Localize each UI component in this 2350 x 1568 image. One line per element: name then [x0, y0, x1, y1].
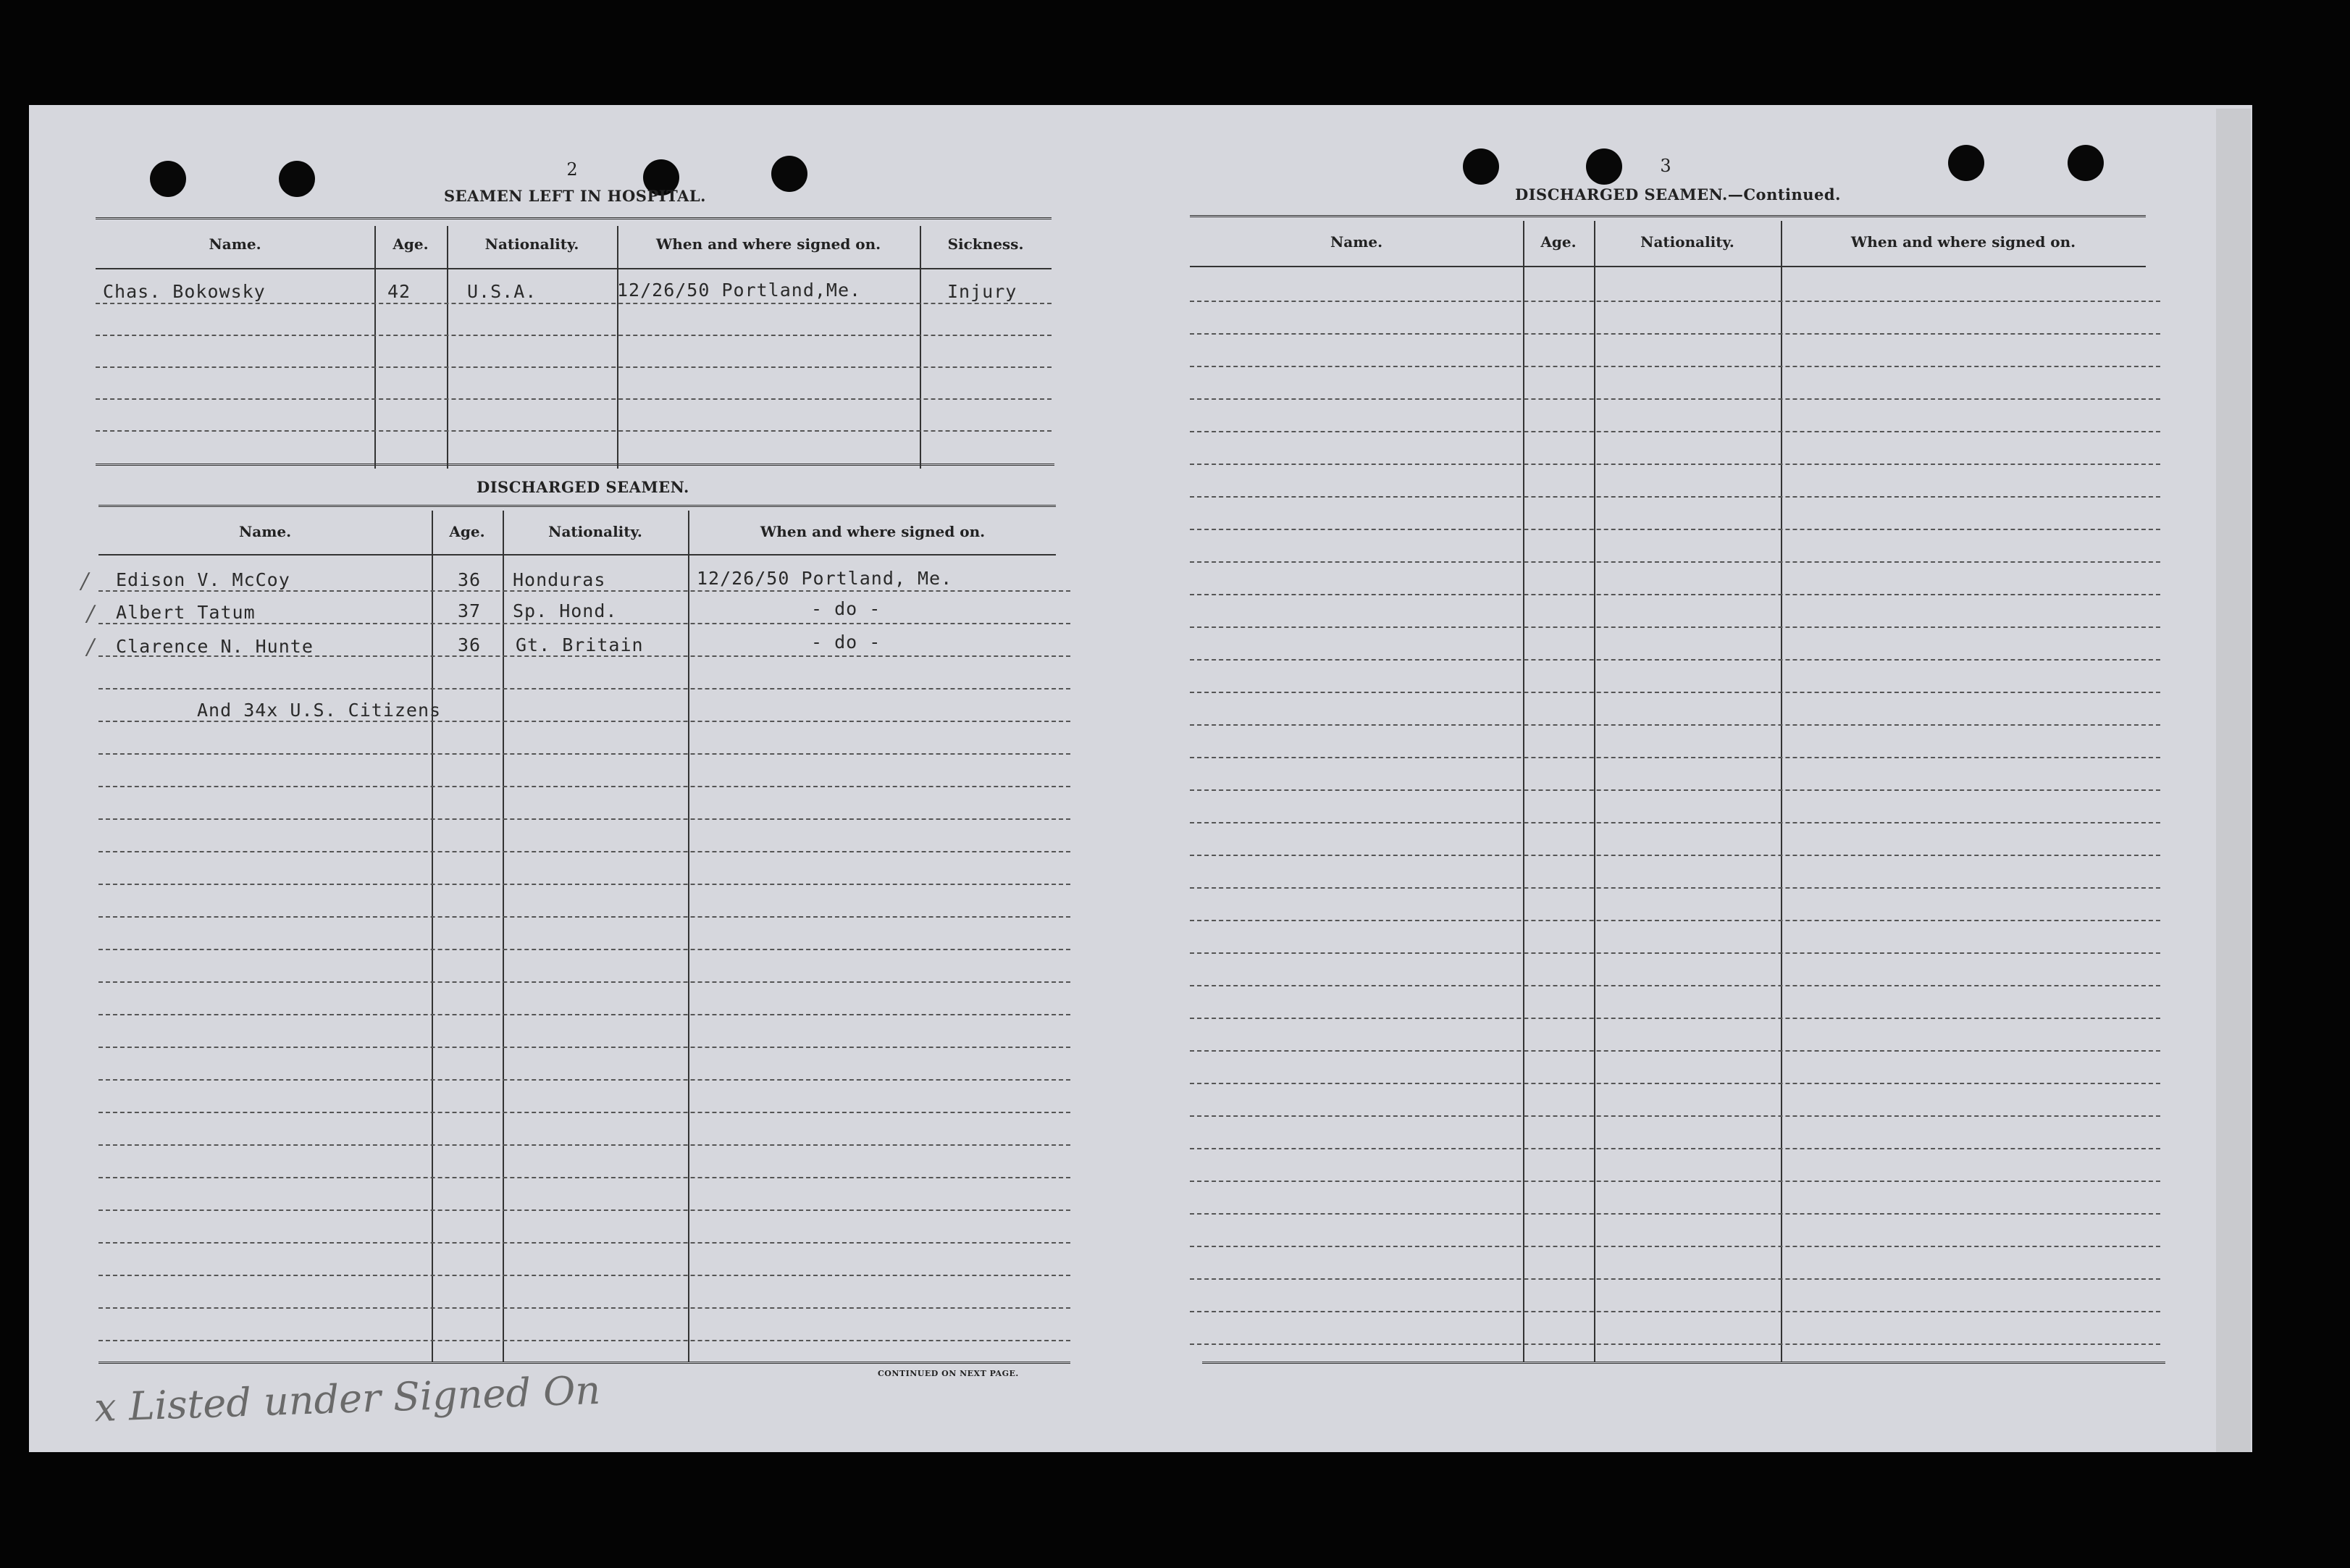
ruled-line — [1190, 1246, 2160, 1247]
ruled-line — [1190, 529, 2160, 530]
ruled-line — [1190, 920, 2160, 921]
ruled-line — [98, 949, 1070, 950]
ruled-line — [98, 1177, 1070, 1178]
cell-name: Albert Tatum — [116, 602, 256, 623]
col-header-name: Name. — [238, 523, 292, 540]
ruled-line — [98, 884, 1070, 885]
ruled-line — [1190, 1115, 2160, 1117]
ruled-line — [98, 818, 1070, 820]
ruled-line — [1190, 496, 2160, 498]
ruled-line — [1190, 366, 2160, 367]
col-header-nationality: Nationality. — [548, 523, 642, 540]
handwritten-note: x Listed under Signed On — [93, 1367, 602, 1431]
ruled-line — [98, 981, 1070, 983]
ruled-line — [96, 366, 1052, 368]
ruled-line — [98, 851, 1070, 852]
ruled-line — [98, 590, 1070, 592]
cell-age: 37 — [458, 600, 482, 621]
ruled-line — [1190, 594, 2160, 595]
punch-hole — [771, 156, 807, 192]
ruled-line — [1190, 301, 2160, 302]
header-rule — [1190, 266, 2146, 267]
punch-hole — [1948, 145, 1984, 181]
col-header-age: Age. — [393, 235, 429, 253]
hospital-section-title: SEAMEN LEFT IN HOSPITAL. — [444, 187, 706, 205]
ruled-line — [1190, 398, 2160, 400]
column-divider — [503, 511, 504, 1362]
cell-sickness: Injury — [947, 281, 1017, 302]
cell-nationality: Honduras — [513, 569, 606, 590]
ruled-line — [98, 688, 1070, 689]
ruled-line — [1190, 985, 2160, 986]
table-top-rule — [1190, 215, 2146, 217]
ruled-line — [1190, 1343, 2160, 1345]
ruled-line — [98, 1047, 1070, 1048]
column-divider — [617, 226, 618, 469]
ruled-line — [98, 753, 1070, 755]
col-header-signed-on: When and where signed on. — [760, 523, 986, 540]
table-bottom-rule — [96, 464, 1054, 466]
ruled-line — [1190, 626, 2160, 628]
col-header-name: Name. — [209, 235, 261, 253]
ruled-line — [98, 916, 1070, 918]
page-number: 3 — [1660, 156, 1671, 176]
column-divider — [447, 226, 448, 469]
discharged-continued-title: DISCHARGED SEAMEN.—Continued. — [1515, 185, 1841, 204]
column-divider — [432, 511, 433, 1362]
col-header-nationality: Nationality. — [1640, 233, 1734, 251]
check-mark: / — [87, 601, 95, 626]
ruled-line — [96, 398, 1052, 400]
cell-age: 36 — [458, 634, 482, 655]
ruled-line — [1190, 1050, 2160, 1052]
cell-nationality: Gt. Britain — [516, 634, 644, 655]
cell-signed-on: 12/26/50 Portland, Me. — [697, 568, 953, 589]
punch-hole — [1463, 148, 1499, 185]
punch-hole — [150, 161, 186, 197]
cell-age: 36 — [458, 569, 482, 590]
punch-hole — [279, 161, 315, 197]
ruled-line — [98, 1144, 1070, 1146]
ruled-line — [1190, 659, 2160, 661]
column-divider — [1523, 221, 1524, 1362]
ruled-line — [1190, 1148, 2160, 1149]
column-divider — [1594, 221, 1595, 1362]
check-mark: / — [87, 634, 95, 660]
table-bottom-rule — [1202, 1362, 2165, 1364]
ruled-line — [98, 1209, 1070, 1211]
ruled-line — [96, 335, 1052, 336]
cell-signed-on: 12/26/50 Portland,Me. — [617, 280, 862, 301]
ruled-line — [1190, 431, 2160, 432]
ruled-line — [1190, 822, 2160, 823]
col-header-age: Age. — [1540, 233, 1577, 251]
cell-name: Chas. Bokowsky — [103, 281, 266, 302]
page-edge-shadow — [2216, 109, 2251, 1452]
col-header-sickness: Sickness. — [947, 235, 1024, 253]
column-divider — [688, 511, 689, 1362]
column-divider — [374, 226, 376, 469]
ruled-line — [98, 1014, 1070, 1015]
col-header-signed-on: When and where signed on. — [1850, 233, 2076, 251]
cell-nationality: U.S.A. — [467, 281, 537, 302]
ruled-line — [98, 1242, 1070, 1244]
ruled-line — [98, 1275, 1070, 1276]
page-number: 2 — [566, 159, 578, 180]
ruled-line — [1190, 1083, 2160, 1084]
ruled-line — [1190, 757, 2160, 758]
column-divider — [920, 226, 921, 469]
cell-signed-on: - do - — [811, 632, 881, 653]
table-top-rule — [98, 505, 1056, 507]
ruled-line — [98, 1307, 1070, 1309]
ruled-line — [1190, 789, 2160, 791]
cell-name: Edison V. McCoy — [116, 569, 290, 590]
col-header-age: Age. — [449, 523, 485, 540]
cell-nationality: Sp. Hond. — [513, 600, 618, 621]
ruled-line — [96, 303, 1052, 304]
ruled-line — [1190, 1278, 2160, 1280]
ruled-line — [98, 623, 1070, 624]
ruled-line — [98, 1340, 1070, 1341]
ruled-line — [1190, 855, 2160, 856]
check-mark: / — [81, 569, 89, 594]
col-header-nationality: Nationality. — [484, 235, 579, 253]
ruled-line — [1190, 1181, 2160, 1182]
ruled-line — [98, 1079, 1070, 1081]
ruled-line — [98, 786, 1070, 787]
cell-age: 42 — [387, 281, 411, 302]
ruled-line — [1190, 1213, 2160, 1215]
cell-name: Clarence N. Hunte — [116, 636, 314, 657]
ruled-line — [1190, 887, 2160, 889]
punch-hole — [1586, 148, 1622, 185]
header-rule — [98, 554, 1056, 555]
citizens-note: And 34x U.S. Citizens — [197, 700, 442, 721]
punch-hole — [2068, 145, 2104, 181]
header-rule — [96, 268, 1052, 269]
ruled-line — [1190, 692, 2160, 693]
ruled-line — [1190, 333, 2160, 335]
table-top-rule — [96, 217, 1052, 219]
column-divider — [1781, 221, 1782, 1362]
col-header-signed-on: When and where signed on. — [655, 235, 881, 253]
table-bottom-rule — [98, 1362, 1070, 1364]
ruled-line — [96, 430, 1052, 432]
ruled-line — [1190, 464, 2160, 465]
cell-signed-on: - do - — [811, 598, 881, 619]
ruled-line — [98, 721, 1070, 722]
col-header-name: Name. — [1330, 233, 1383, 251]
ruled-line — [1190, 561, 2160, 563]
document-sheet — [29, 105, 2252, 1452]
ruled-line — [1190, 724, 2160, 726]
discharged-section-title: DISCHARGED SEAMEN. — [477, 478, 689, 496]
ruled-line — [1190, 1018, 2160, 1019]
ruled-line — [98, 1112, 1070, 1113]
ruled-line — [1190, 1311, 2160, 1312]
continued-footer: CONTINUED ON NEXT PAGE. — [878, 1369, 1019, 1378]
ruled-line — [1190, 952, 2160, 954]
